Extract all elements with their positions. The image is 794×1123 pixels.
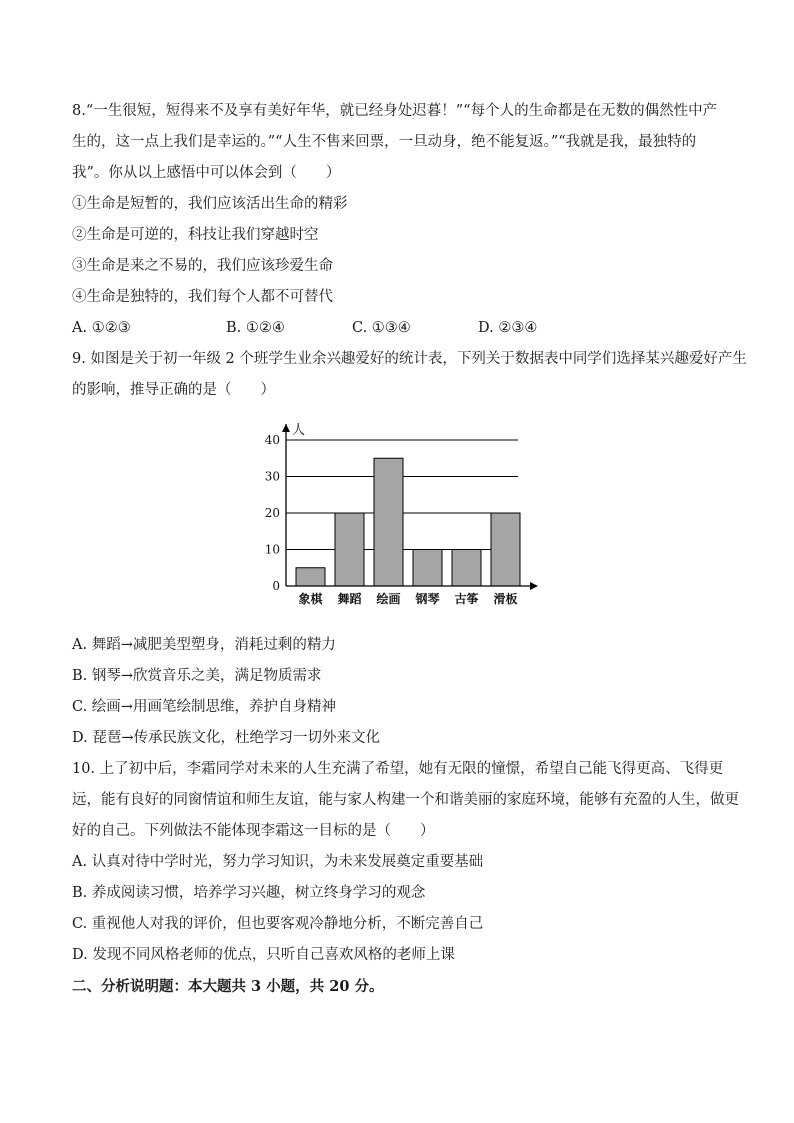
question-10-option-b[interactable]: B. 养成阅读习惯，培养学习兴趣，树立终身学习的观念 bbox=[72, 885, 426, 901]
question-8-stem-line-2: 生的，这一点上我们是幸运的。”“人生不售来回票，一旦动身，绝不能复返。”“我就是我，最独特的 bbox=[72, 134, 697, 150]
question-8-option-c[interactable]: C. ①③④ bbox=[352, 320, 411, 336]
question-9-stem-line-1: 9. 如图是关于初一年级 2 个班学生业余兴趣爱好的统计表，下列关于数据表中同学们选择某兴趣爱好产生 bbox=[72, 351, 747, 367]
y-axis-label: 人 bbox=[292, 423, 306, 438]
y-tick-label: 20 bbox=[264, 506, 280, 520]
question-10-stem-line-2: 远，能有良好的同窗情谊和师生友谊，能与家人构建一个和谐美丽的家庭环境，能够有充盈的人生，做更 bbox=[72, 792, 739, 808]
question-8-statement-3: ③生命是来之不易的，我们应该珍爱生命 bbox=[72, 258, 333, 274]
question-8-option-d[interactable]: D. ②③④ bbox=[478, 320, 538, 336]
x-tick-label: 古筝 bbox=[454, 592, 479, 606]
x-tick-label: 象棋 bbox=[298, 592, 323, 606]
bar-chart-svg bbox=[262, 410, 542, 610]
bar-绘画 bbox=[374, 458, 403, 586]
question-8-statement-1: ①生命是短暂的，我们应该活出生命的精彩 bbox=[72, 196, 348, 212]
x-axis-arrow bbox=[530, 582, 538, 590]
bar-滑板 bbox=[491, 513, 520, 586]
bar-舞蹈 bbox=[335, 513, 364, 586]
question-8-statement-4: ④生命是独特的，我们每个人都不可替代 bbox=[72, 289, 333, 305]
question-9-option-b[interactable]: B. 钢琴→欣赏音乐之美，满足物质需求 bbox=[72, 668, 322, 684]
question-9-option-d[interactable]: D. 琵琶→传承民族文化，杜绝学习一切外来文化 bbox=[72, 730, 380, 746]
bar-古筝 bbox=[452, 550, 481, 587]
x-tick-label: 钢琴 bbox=[415, 592, 440, 606]
question-8-options bbox=[72, 313, 722, 344]
interest-bar-chart bbox=[72, 410, 722, 630]
question-9-stem-line-2: 的影响，推导正确的是（ ） bbox=[72, 382, 275, 398]
x-tick-label: 绘画 bbox=[376, 592, 401, 606]
y-axis-arrow bbox=[282, 424, 290, 432]
y-tick-label: 0 bbox=[272, 579, 280, 593]
question-8 bbox=[72, 96, 722, 344]
question-10 bbox=[72, 754, 739, 971]
question-9-option-a[interactable]: A. 舞蹈→减肥美型塑身，消耗过剩的精力 bbox=[72, 637, 336, 653]
y-tick-label: 10 bbox=[264, 542, 280, 557]
x-tick-label: 舞蹈 bbox=[337, 592, 362, 606]
exam-page bbox=[72, 96, 747, 1002]
question-8-option-a[interactable]: A. ①②③ bbox=[72, 320, 131, 336]
question-8-stem-line-1: 8.“一生很短，短得来不及享有美好年华，就已经身处迟暮！”“每个人的生命都是在无数的偶然性中产 bbox=[72, 103, 718, 119]
question-10-stem-line-1: 10. 上了初中后，李霜同学对未来的人生充满了希望，她有无限的憧憬，希望自己能飞得更高、飞得更 bbox=[72, 761, 724, 777]
question-10-option-a[interactable]: A. 认真对待中学时光，努力学习知识，为未来发展奠定重要基础 bbox=[72, 854, 484, 870]
bar-钢琴 bbox=[413, 550, 442, 587]
y-tick-label: 30 bbox=[264, 469, 280, 484]
y-tick-label: 40 bbox=[264, 433, 280, 447]
question-9-option-c[interactable]: C. 绘画→用画笔绘制思维，养护自身精神 bbox=[72, 699, 336, 715]
question-8-stem-line-3: 我”。你从以上感悟中可以体会到（ ） bbox=[72, 165, 341, 181]
question-9 bbox=[72, 344, 747, 754]
question-10-option-d[interactable]: D. 发现不同风格老师的优点，只听自己喜欢风格的老师上课 bbox=[72, 947, 455, 963]
x-tick-label: 滑板 bbox=[493, 592, 518, 606]
question-10-option-c[interactable]: C. 重视他人对我的评价，但也要客观冷静地分析，不断完善自己 bbox=[72, 916, 484, 932]
bar-象棋 bbox=[296, 568, 325, 586]
section-2-title: 二、分析说明题：本大题共 3 小题，共 20 分。 bbox=[72, 978, 384, 995]
question-10-stem-line-3: 好的自己。下列做法不能体现李霜这一目标的是（ ） bbox=[72, 823, 435, 839]
question-8-option-b[interactable]: B. ①②④ bbox=[226, 320, 285, 336]
question-8-statement-2: ②生命是可逆的，科技让我们穿越时空 bbox=[72, 227, 319, 243]
